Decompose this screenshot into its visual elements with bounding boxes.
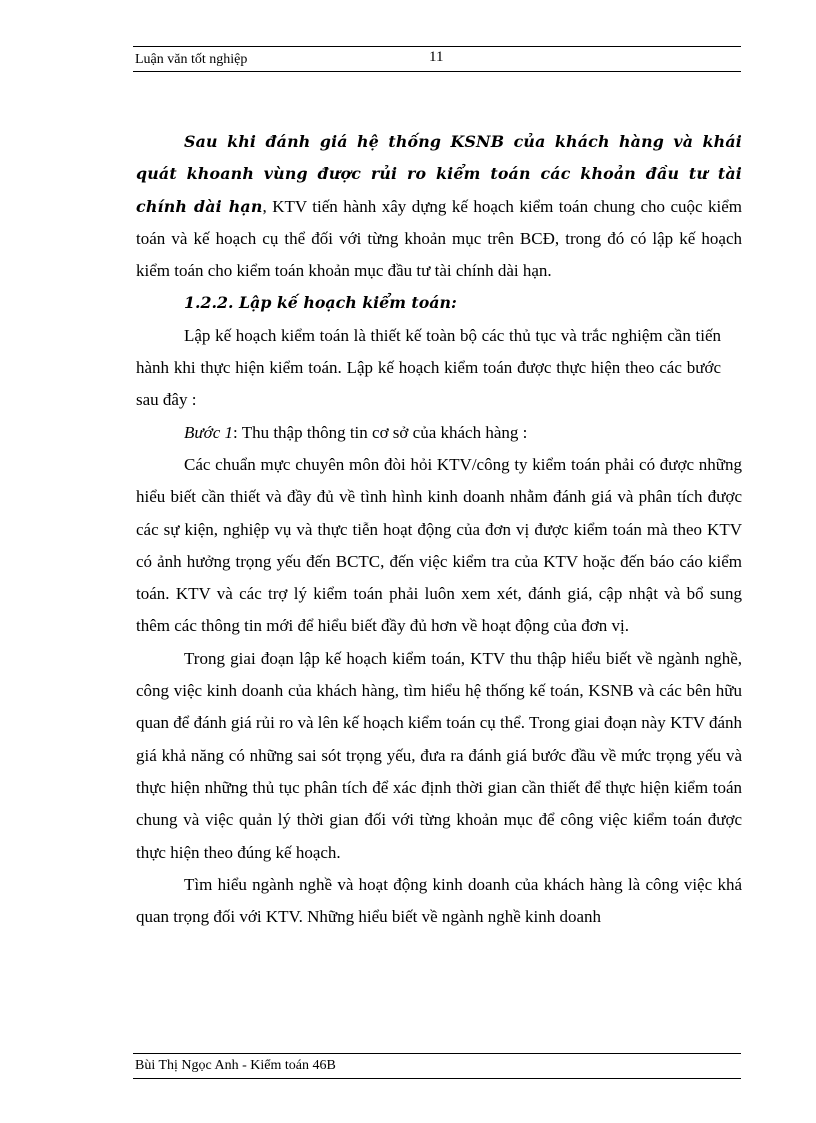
step-1-line (136, 417, 742, 449)
footer-author: Bùi Thị Ngọc Anh - Kiểm toán 46B (135, 1058, 336, 1073)
paragraph-1-bold-intro: Sau khi đánh giá hệ thống KSNB của khách hàng và khái quát khoanh vùng được rủi ro kiểm toán các khoản đầu tư tài chính dài hạn (136, 132, 742, 216)
section-heading: 1.2.2. Lập kế hoạch kiểm toán: (184, 293, 457, 313)
page-number: 11 (429, 49, 444, 65)
paragraph-1 (136, 126, 742, 287)
paragraph-1-text: , KTV tiến hành xây dựng kế hoạch kiểm toán chung cho cuộc kiểm toán và kế hoạch cụ thể đối với từng khoản mục trên BCĐ, trong đó có lập kế hoạch kiểm toán cho kiểm toán khoản mục đầu tư tài chính dài hạn. (136, 196, 742, 281)
header-title: Luận văn tốt nghiệp (135, 52, 248, 67)
step-1-label: Bước 1 (184, 422, 234, 442)
paragraph-5: Tìm hiểu ngành nghề và hoạt động kinh doanh của khách hàng là công việc khá quan trọng đối với KTV. Những hiểu biết về ngành nghề kinh doanh (136, 874, 742, 927)
paragraph-3: Các chuẩn mực chuyên môn đòi hỏi KTV/công ty kiểm toán phải có được những hiểu biết cần thiết và đầy đủ về tình hình kinh doanh nhằm đánh giá và phân tích được các sự kiện, nghiệp vụ và thực tiễn hoạt động của đơn vị được kiểm toán mà theo KTV có ảnh hưởng trọng yếu đến BCTC, đến việc kiểm tra của KTV hoặc đến báo cáo kiểm toán. KTV và các trợ lý kiểm toán phải luôn xem xét, đánh giá, cập nhật và bổ sung thêm các thông tin mới để hiểu biết đầy đủ hơn về hoạt động của đơn vị. (136, 454, 742, 636)
page-header (133, 46, 741, 72)
document-body (136, 126, 742, 933)
page-footer (133, 1053, 741, 1079)
step-1-text: : Thu thập thông tin cơ sở của khách hàng : (233, 422, 528, 442)
paragraph-2: Lập kế hoạch kiểm toán là thiết kế toàn bộ các thủ tục và trắc nghiệm cần tiến hành khi thực hiện kiểm toán. Lập kế hoạch kiểm toán được thực hiện theo các bước sau đây : (136, 325, 721, 410)
paragraph-4: Trong giai đoạn lập kế hoạch kiểm toán, KTV thu thập hiểu biết về ngành nghề, công việc kinh doanh của khách hàng, tìm hiểu hệ thống kế toán, KSNB và các bên hữu quan để đánh giá rủi ro và lên kế hoạch kiểm toán cụ thể. Trong giai đoạn này KTV đánh giá khả năng có những sai sót trọng yếu, đưa ra đánh giá bước đầu về mức trọng yếu và thực hiện những thủ tục phân tích để xác định thời gian cần thiết để thực hiện kiểm toán chung và việc quản lý thời gian đối với từng khoản mục để công việc kiểm toán được thực hiện theo đúng kế hoạch. (136, 648, 742, 862)
